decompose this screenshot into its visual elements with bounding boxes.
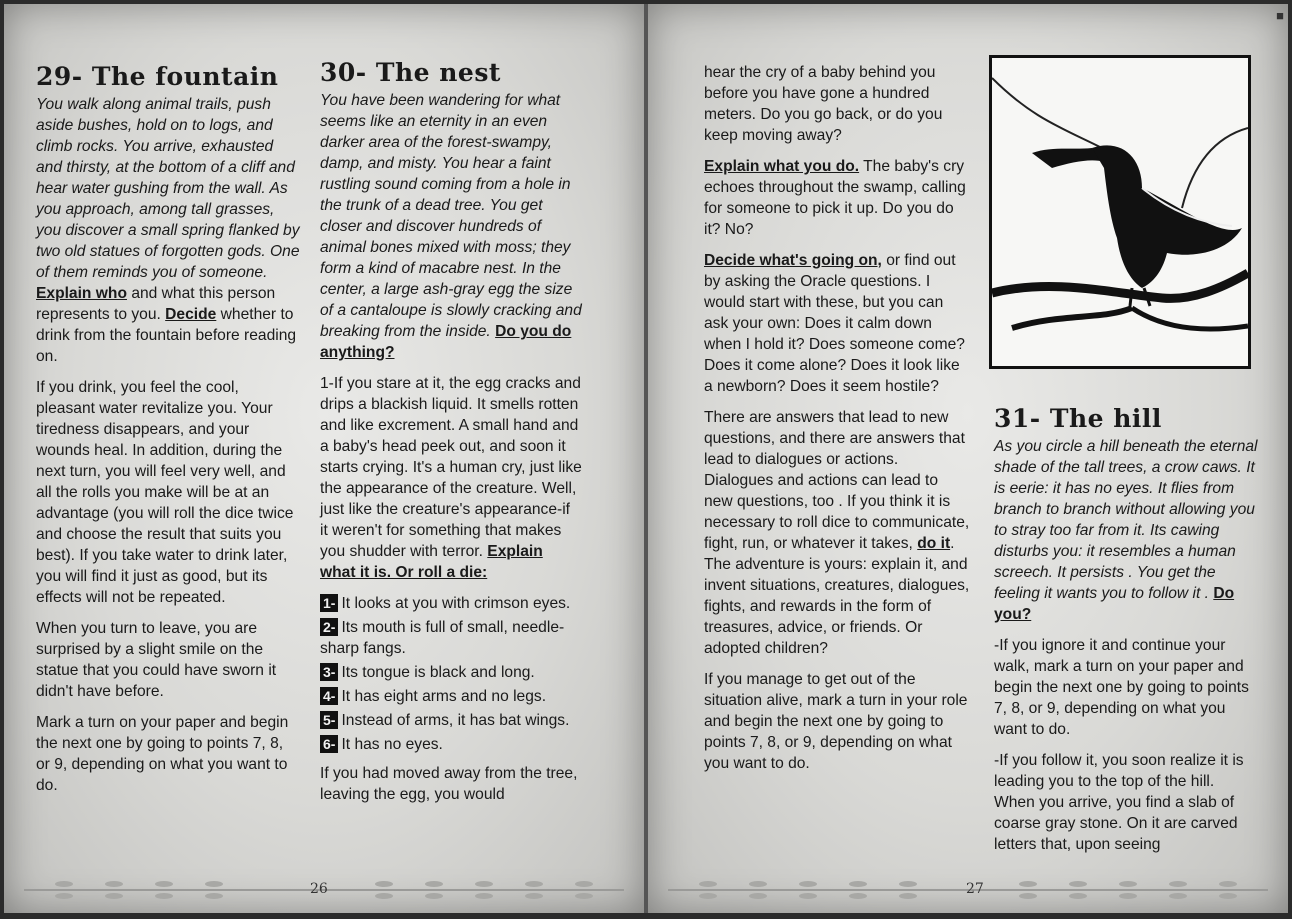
die-option: 2- Its mouth is full of small, needle-sharp fangs. [320, 619, 565, 657]
roll-prompt: Explain what it is. Or roll a die: [320, 543, 543, 581]
baby-paragraph-2: Explain what you do. The baby's cry echoes throughout the swamp, calling for someone to pick it up. Do you do it? No? [704, 158, 966, 238]
die-option: 1- It looks at you with crimson eyes. [320, 593, 582, 614]
decide-link: Decide [165, 306, 217, 323]
oracle-note: There are answers that lead to new questions, and there are answers that lead to dialogues or actions. Dialogues and actions can lead to new questions, too . If you think it is necessary to roll dice to communicate, fight, run, or whatever it takes, do it. The adventure is yours: explain it, and invent situations, creatures, dialogues, fights, and rewards in the form of treasures, advice, or friends. Or adopted children? [704, 409, 970, 657]
die-options [320, 593, 582, 755]
die-option: 6- It has no eyes. [320, 734, 582, 755]
page-marker-icon: ■ [1276, 8, 1284, 23]
hill-paragraph-3: -If you follow it, you soon realize it is leading you to the top of the hill. When you arrive, you find a slab of coarse gray stone. On it are carved letters that, upon seeing [994, 752, 1244, 853]
explain-what-you-do-link: Explain what you do. [704, 158, 860, 175]
nest-column [320, 58, 582, 815]
die-option: 3- Its tongue is black and long. [320, 662, 582, 683]
page-number-right: 27 [966, 881, 984, 897]
fountain-paragraph-4: Mark a turn on your paper and begin the next one by going to points 7, 8, or 9, depending on what you want to do. [36, 714, 289, 794]
hill-title: 31- The hill [994, 404, 1162, 433]
decide-whats-going-on-link: Decide what's going on, [704, 252, 882, 269]
baby-paragraph-1: hear the cry of a baby behind you before you have gone a hundred meters. Do you go back, or do you keep moving away? [704, 64, 943, 144]
die-option: 4- It has eight arms and no legs. [320, 686, 582, 707]
hill-intro: As you circle a hill beneath the eternal shade of the tall trees, a crow caws. It is eerie: it has no eyes. It flies from branch to branch without allowing you to stray too far from it. Its cawing disturbs you: it resembles a human screech. It persists . You get the feeling it wants you to follow it . Do you? [994, 438, 1258, 623]
fountain-title: 29- The fountain [36, 62, 279, 91]
nest-paragraph-2: 1-If you stare at it, the egg cracks and drips a blackish liquid. It smells rotten and like excrement. A small hand and a baby's head peek out, and soon it starts crying. It's a human cry, just like the appearance of the creature. Well, just like the creature's appearance-if it weren't for something that makes you shudder with terror. Explain what it is. Or roll a die: [320, 375, 582, 581]
explain-who-link: Explain who [36, 285, 127, 302]
hill-question: Do you? [994, 585, 1235, 623]
page-number-left: 26 [310, 881, 328, 897]
hill-column [994, 404, 1258, 865]
crow-illustration [989, 55, 1251, 369]
fountain-paragraph-2: If you drink, you feel the cool, pleasant water revitalize you. Your tiredness disappears, and your wounds heal. In addition, during the next turn, you will feel very well, and all the rolls you make will be at an advantage (you will roll the dice twice and choose the result that suits you best). If you take water to drink later, you will find it just as good, but its effects will not be repeated. [36, 379, 294, 606]
baby-paragraph-end: If you manage to get out of the situation alive, mark a turn in your role and begin the next one by going to points 7, 8, or 9, depending on what you want to do. [704, 671, 968, 772]
do-it-link: do it [917, 535, 951, 552]
nest-question: Do you do anything? [320, 323, 572, 361]
fountain-paragraph-3: When you turn to leave, you are surprised by a slight smile on the statue that you could have sworn it didn't have before. [36, 620, 277, 700]
baby-column [704, 62, 970, 784]
hill-paragraph-2: -If you ignore it and continue your walk, mark a turn on your paper and begin the next one by going to points 7, 8, or 9, depending on what you want to do. [994, 637, 1249, 738]
nest-title: 30- The nest [320, 58, 501, 87]
baby-paragraph-3: Decide what's going on, or find out by asking the Oracle questions. I would start with these, but you can ask your own: Does it calm down when I hold it? Does someone come? Does it come alone? Does it look like a newborn? Does it seem hostile? [704, 252, 965, 395]
right-page [648, 4, 1288, 913]
crow-icon [992, 58, 1248, 366]
fountain-column [36, 62, 300, 806]
nest-intro: You have been wandering for what seems like an eternity in an even darker area of the forest-swampy, damp, and misty. You hear a faint rustling sound coming from a hole in the trunk of a dead tree. You get closer and discover hundreds of animal bones mixed with moss; they form a kind of macabre nest. In the center, a large ash-gray egg the size of a cantaloupe is slowly cracking and breaking from the inside. Do you do anything? [320, 92, 582, 361]
left-page [4, 4, 644, 913]
fountain-intro: You walk along animal trails, push aside bushes, hold on to logs, and climb rocks. You arrive, exhausted and thirsty, at the bottom of a cliff and hear water gushing from the wall. As you approach, among tall grasses, you discover a small spring flanked by two old statues of forgotten gods. One of them reminds you of someone. Explain who and what this person represents to you. Decide whether to drink from the fountain before reading on. [36, 96, 300, 365]
die-option: 5- Instead of arms, it has bat wings. [320, 710, 582, 731]
nest-paragraph-last: If you had moved away from the tree, leaving the egg, you would [320, 765, 578, 803]
